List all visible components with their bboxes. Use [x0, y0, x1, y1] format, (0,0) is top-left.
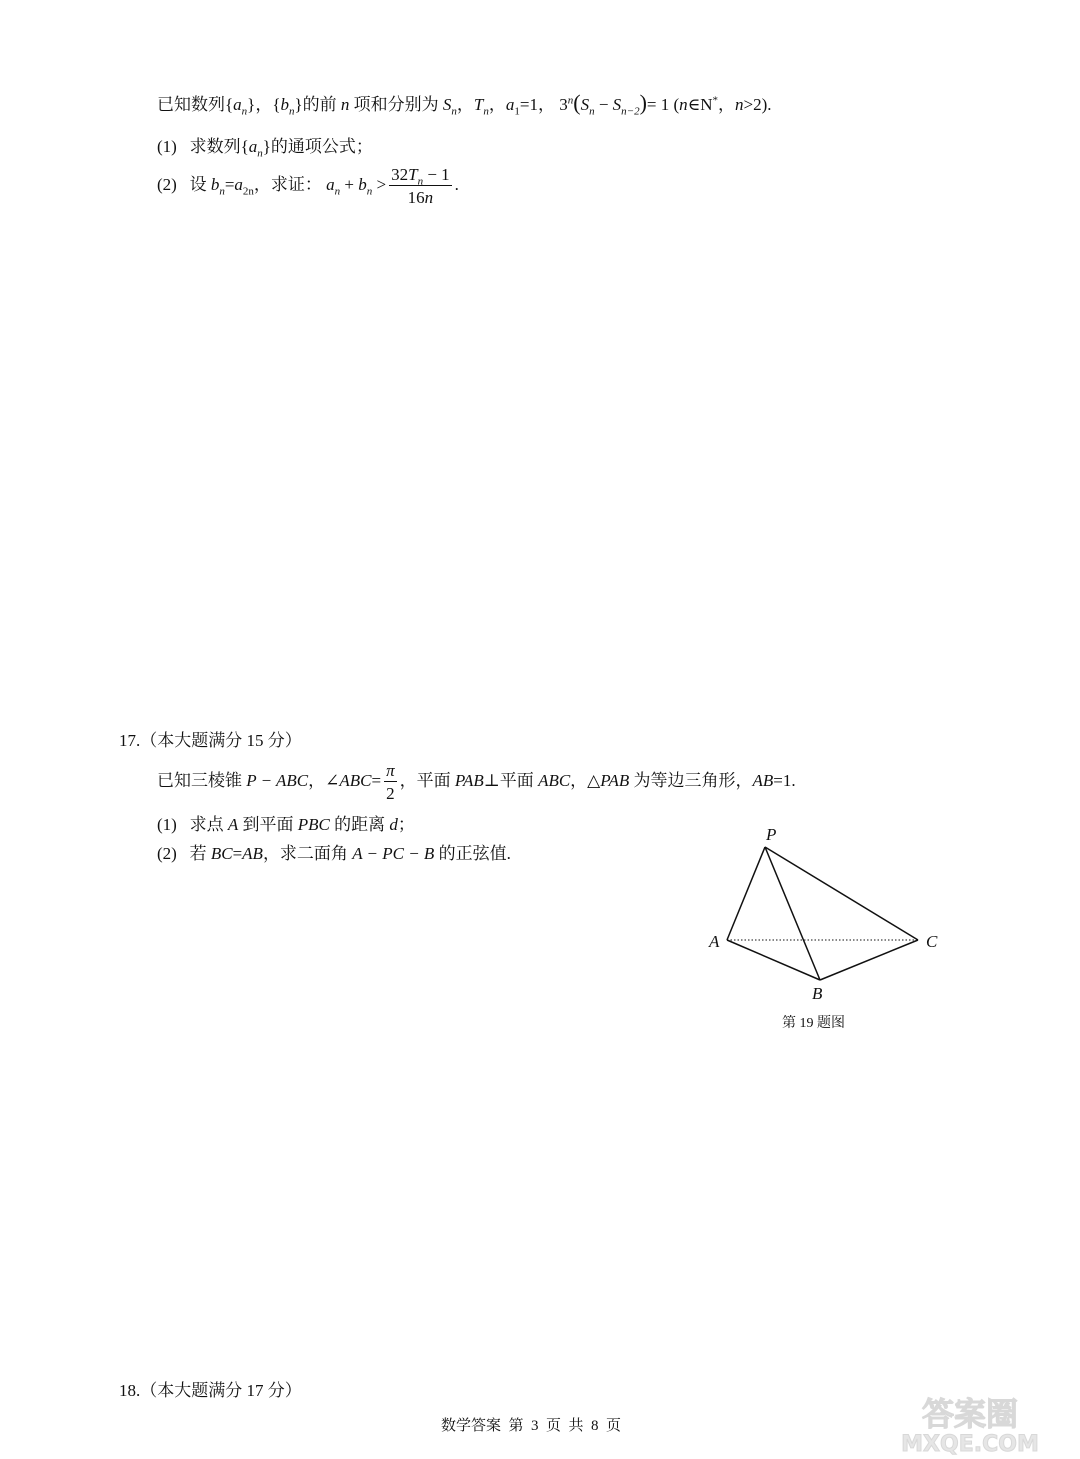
vertex-label-P: P — [766, 825, 777, 844]
edge-PA — [727, 847, 765, 940]
q16-part-2: (2) 设 $b_n=a_{2n}$，求证： $a_n + b_n$ > $\frac{32T_n - 1}{16n}$ . — [157, 165, 459, 207]
q17-part-1: (1) 求点 A 到平面 PBC 的距离 d； — [157, 815, 415, 834]
q17-stem: 已知三棱锥 P − ABC，∠ABC= $\frac{\pi}{2}$ ，平面 PAB⊥平面 ABC，△PAB 为等边三角形，AB=1. — [157, 761, 796, 803]
edge-PC — [765, 847, 918, 940]
figure-caption: 第 19 题图 — [782, 1016, 845, 1031]
q17-part-2: (2) 若 BC=AB，求二面角 A − PC − B 的正弦值. — [157, 844, 511, 863]
tetrahedron-figure — [700, 820, 960, 1045]
watermark-line1: 答案圈 — [921, 1395, 1019, 1433]
edge-BC — [820, 940, 918, 980]
page-footer: 数学答案 第 3 页 共 8 页 — [441, 1418, 622, 1434]
q16-stem: 已知数列$\{a_n\}$，$\{b_n\}$的前 n 项和分别为 $S_n$，$T_n$，$a_1=1$， $3^n(S_n - S_{n-2})= 1$ (n∈N*，n>2). — [157, 90, 772, 118]
watermark-line2: MXQE.COM — [901, 1432, 1039, 1455]
q17-heading: 17.（本大题满分 15 分） — [119, 731, 302, 750]
vertex-label-C: C — [926, 932, 938, 951]
q16-part-1: (1) 求数列$\{a_n\}$的通项公式； — [157, 137, 373, 160]
angle-fraction: $\frac{\pi}{2}$ — [386, 761, 395, 803]
inequality-fraction: $\frac{32T_n - 1}{16n}$ — [391, 165, 450, 207]
vertex-label-B: B — [812, 984, 823, 1003]
q18-heading: 18.（本大题满分 17 分） — [119, 1381, 302, 1400]
watermark-logo — [870, 1393, 1070, 1455]
vertex-label-A: A — [709, 932, 720, 951]
